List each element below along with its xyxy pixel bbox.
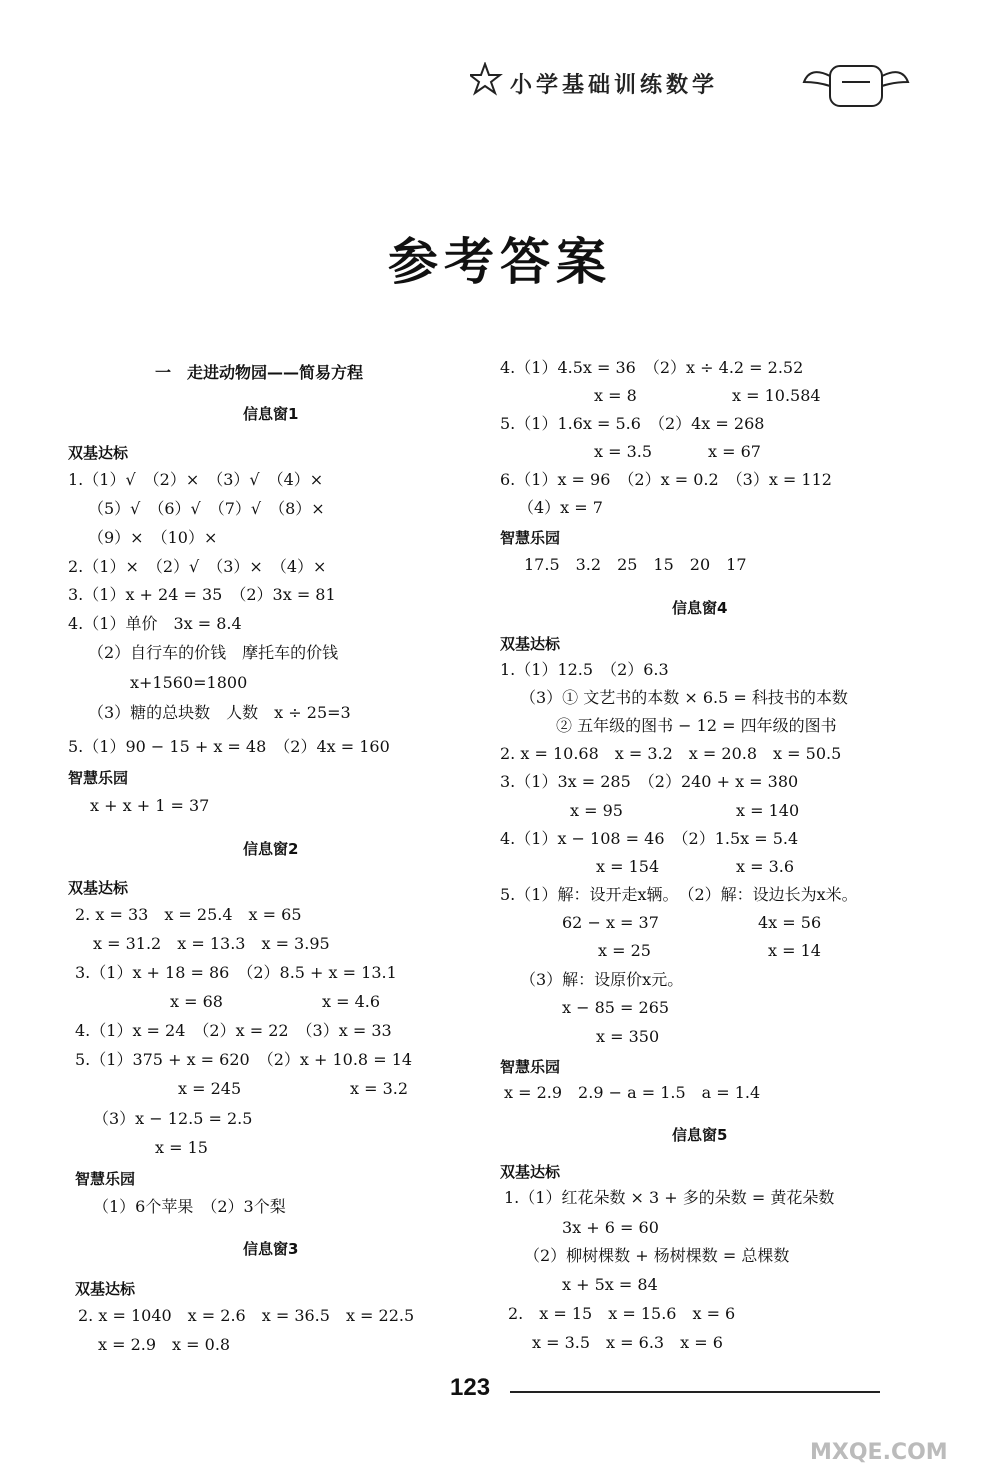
answer-line: ② 五年级的图书 − 12 = 四年级的图书	[556, 716, 837, 735]
answer-line: 5.（1）90 − 15 + x = 48 （2）4x = 160	[68, 737, 390, 756]
footer-rule	[510, 1391, 880, 1393]
subsection-label: 双基达标	[75, 1280, 136, 1298]
answer-line: （1）6个苹果 （2）3个梨	[93, 1197, 286, 1216]
answer-line: x = 2.9 x = 0.8	[98, 1335, 231, 1354]
answer-line: （4）x = 7	[518, 498, 603, 517]
answer-line: 2. x = 1040 x = 2.6 x = 36.5 x = 22.5	[78, 1306, 415, 1325]
answer-line: x = 245	[178, 1079, 242, 1098]
answer-line: x = 2.9 2.9 − a = 1.5 a = 1.4	[504, 1083, 761, 1102]
answer-line: 17.5 3.2 25 15 20 17	[524, 555, 747, 574]
header-banner	[470, 52, 910, 112]
answer-line: 62 − x = 37	[562, 913, 659, 932]
answer-line: 4.（1）x − 108 = 46 （2）1.5x = 5.4	[500, 829, 799, 848]
answer-line: x = 15	[155, 1138, 208, 1157]
subsection-label: 智慧乐园	[68, 769, 129, 787]
answer-line: x + x + 1 = 37	[90, 796, 210, 815]
book-title: 小学基础训练数学	[510, 73, 719, 98]
page-title: 参考答案	[388, 233, 612, 291]
answer-line: （3）解：设原价x元。	[520, 970, 684, 989]
answer-line: 5.（1）解：设开走x辆。 （2）解：设边长为x米。	[500, 885, 858, 904]
answer-line: 3x + 6 = 60	[562, 1218, 659, 1237]
answer-line: 3.（1）x + 24 = 35 （2）3x = 81	[68, 585, 336, 604]
subsection-label: 智慧乐园	[75, 1170, 136, 1188]
watermark: MXQE.COM	[810, 1440, 948, 1465]
answer-line: 1.（1）红花朵数 × 3 + 多的朵数 = 黄花朵数	[504, 1188, 835, 1207]
answer-line: （3）① 文艺书的本数 × 6.5 = 科技书的本数	[520, 688, 848, 707]
answer-line: x = 68	[170, 992, 223, 1011]
answer-line: x = 3.5 x = 6.3 x = 6	[532, 1333, 723, 1352]
answer-line: x = 10.584	[732, 386, 821, 405]
answer-line: 3.（1）x + 18 = 86 （2）8.5 + x = 13.1	[75, 963, 397, 982]
subsection-label: 智慧乐园	[500, 529, 561, 547]
answer-line: x = 140	[736, 801, 800, 820]
subsection-label: 双基达标	[68, 879, 129, 897]
subsection-label: 双基达标	[500, 1163, 561, 1181]
schoolbag-icon	[800, 52, 910, 112]
answer-line: 5.（1）375 + x = 620 （2）x + 10.8 = 14	[75, 1050, 413, 1069]
answer-line: x = 4.6	[322, 992, 381, 1011]
subsection-label: 双基达标	[500, 635, 561, 653]
section-heading: 信息窗5	[672, 1126, 728, 1144]
answer-line: 6.（1）x = 96 （2）x = 0.2 （3）x = 112	[500, 470, 832, 489]
answer-line: 4.（1）单价 3x = 8.4	[68, 614, 242, 633]
answer-line: x = 25	[598, 941, 651, 960]
answer-line: x = 95	[570, 801, 623, 820]
page-number: 123	[450, 1374, 491, 1401]
answer-line: 3.（1）3x = 285 （2）240 + x = 380	[500, 772, 799, 791]
answer-line: x = 8	[594, 386, 637, 405]
answer-line: （2）自行车的价钱 摩托车的价钱	[88, 643, 339, 662]
answer-line: （9）× （10）×	[88, 528, 218, 547]
answer-line: 2.（1）× （2）√ （3）× （4）×	[68, 557, 327, 576]
answer-line: x − 85 = 265	[562, 998, 670, 1017]
answer-line: x = 14	[768, 941, 821, 960]
answer-line: x+1560=1800	[130, 673, 248, 692]
answer-line: （3）糖的总块数 人数 x ÷ 25=3	[88, 703, 351, 722]
answer-line: 2. x = 15 x = 15.6 x = 6	[508, 1304, 736, 1323]
section-heading: 信息窗4	[672, 599, 728, 617]
answer-line: x = 31.2 x = 13.3 x = 3.95	[93, 934, 330, 953]
subsection-label: 智慧乐园	[500, 1058, 561, 1076]
answer-line: x = 3.5	[594, 442, 653, 461]
answer-line: x = 3.6	[736, 857, 795, 876]
answer-line: 2. x = 10.68 x = 3.2 x = 20.8 x = 50.5	[500, 744, 842, 763]
answer-line: 4.（1）4.5x = 36 （2）x ÷ 4.2 = 2.52	[500, 358, 804, 377]
answer-line: x = 350	[596, 1027, 660, 1046]
answer-line: 4x = 56	[758, 913, 822, 932]
chapter-heading: 一 走进动物园——简易方程	[155, 363, 364, 382]
answer-line: （3）x − 12.5 = 2.5	[93, 1109, 253, 1128]
answer-line: 1.（1）12.5 （2）6.3	[500, 660, 669, 679]
answer-line: （2）柳树棵数 + 杨树棵数 = 总棵数	[524, 1246, 790, 1265]
answer-line: x = 3.2	[350, 1079, 409, 1098]
section-heading: 信息窗3	[243, 1240, 299, 1258]
answer-line: x = 67	[708, 442, 761, 461]
answer-line: 2. x = 33 x = 25.4 x = 65	[75, 905, 302, 924]
answer-line: x = 154	[596, 857, 660, 876]
subsection-label: 双基达标	[68, 444, 129, 462]
section-heading: 信息窗2	[243, 840, 299, 858]
answer-line: 4.（1）x = 24 （2）x = 22 （3）x = 33	[75, 1021, 392, 1040]
answer-line: （5）√ （6）√ （7）√ （8）×	[88, 499, 325, 518]
section-heading: 信息窗1	[243, 405, 299, 423]
answer-line: 1.（1）√ （2）× （3）√ （4）×	[68, 470, 324, 489]
answer-line: x + 5x = 84	[562, 1275, 658, 1294]
answer-line: 5.（1）1.6x = 5.6 （2）4x = 268	[500, 414, 765, 433]
